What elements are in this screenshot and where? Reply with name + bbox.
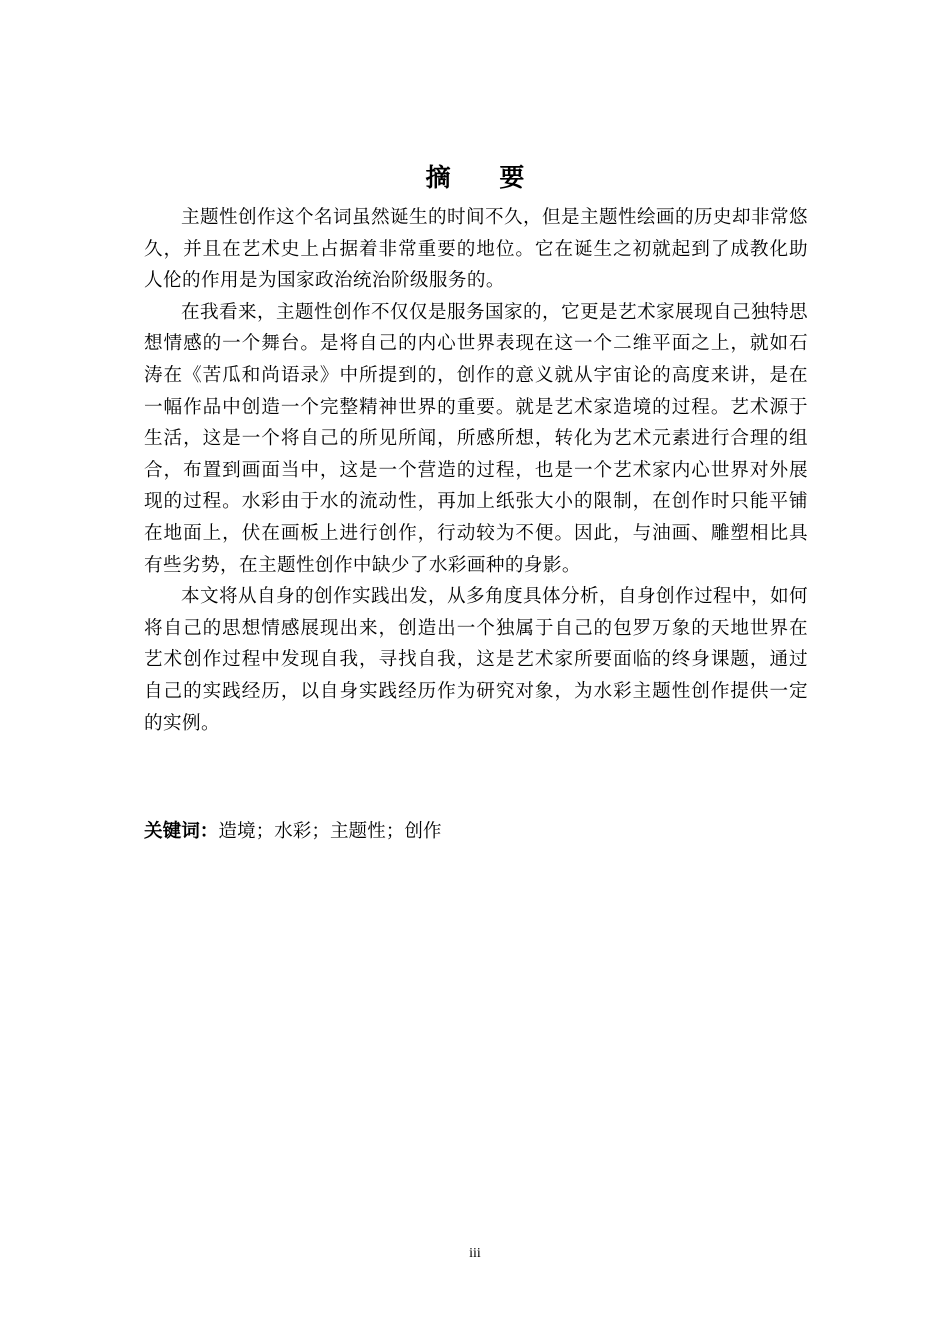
abstract-paragraph-2: 在我看来，主题性创作不仅仅是服务国家的，它更是艺术家展现自己独特思想情感的一个舞台。是将自己的内心世界表现在这一个二维平面之上，就如石涛在《苦瓜和尚语录》中所提到的，创作的意义就从宇宙论的高度来讲，是在一幅作品中创造一个完整精神世界的重要。就是艺术家造境的过程。艺术源于生活，这是一个将自己的所见所闻，所感所想，转化为艺术元素进行合理的组合，布置到画面当中，这是一个营造的过程，也是一个艺术家内心世界对外展现的过程。水彩由于水的流动性，再加上纸张大小的限制，在创作时只能平铺在地面上，伏在画板上进行创作，行动较为不便。因此，与油画、雕塑相比具有些劣势，在主题性创作中缺少了水彩画种的身影。 xyxy=(144,301,808,576)
abstract-paragraph-1: 主题性创作这个名词虽然诞生的时间不久，但是主题性绘画的历史却非常悠久，并且在艺术史上占据着非常重要的地位。它在诞生之初就起到了成教化助人伦的作用是为国家政治统治阶级服务的。 xyxy=(144,207,808,292)
keywords-line xyxy=(144,816,808,848)
abstract-body xyxy=(144,202,808,739)
keywords-list: 造境；水彩；主题性；创作 xyxy=(218,821,442,842)
abstract-title: 摘 要 xyxy=(425,163,545,192)
abstract-paragraph-3: 本文将从自身的创作实践出发，从多角度具体分析，自身创作过程中，如何将自己的思想情感展现出来，创造出一个独属于自己的包罗万象的天地世界在艺术创作过程中发现自我，寻找自我，这是艺术家所要面临的终身课题，通过自己的实践经历，以自身实践经历作为研究对象，为水彩主题性创作提供一定的实例。 xyxy=(144,586,808,734)
keywords-label: 关键词： xyxy=(144,821,219,842)
page-number: iii xyxy=(469,1246,481,1261)
